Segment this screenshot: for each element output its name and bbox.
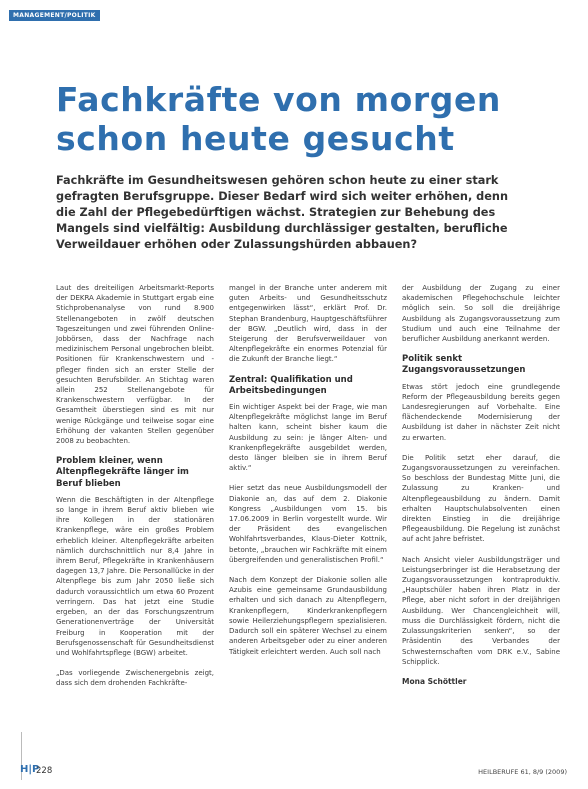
column-3	[402, 283, 560, 687]
paragraph: Laut des dreiteiligen Arbeitsmarkt-Reports der DEKRA Akademie in Stuttgart ergab eine Stichprobenanalyse von rund 8.900 Stellenangeboten in zwölf deutschen Tageszeitungen und zwei führenden Online-Jobbörsen, dass der Nachfrage nach medizinischem Personal ungebrochen bleibt. Positionen für Krankenschwestern und -pfleger finden sich an erster Stelle der gesuchten Berufsbilder. An Stichtag waren allein 252 Stellenangebote für Krankenschwestern verfügbar. In der Gesamtheit überstiegen sind es mit nur wenige Rückgänge und teilweise sogar eine Erhöhung der vakanten Stellen gegenüber 2008 zu beobachten.	[56, 284, 214, 446]
paragraph: Die Politik setzt eher darauf, die Zugangsvoraussetzungen zu vereinfachen. So beschloss der Bundestag Mitte Juni, die Zulassung zu Kranken- und Altenpflegeausbildung zu ändern. Damit erhalten Hauptschulabsolventen einen direkten Einstieg in die dreijährige Pflegeausbildung. Die Regelung ist zunächst auf acht Jahre befristet.	[402, 453, 560, 544]
author-name: Mona Schöttler	[402, 676, 467, 686]
section-rubric: MANAGEMENT/POLITIK	[9, 10, 100, 21]
paragraph: „Das vorliegende Zwischenergebnis zeigt, dass sich dem drohenden Fachkräfte-	[56, 669, 214, 688]
paragraph: mangel in der Branche unter anderem mit guten Arbeits- und Gesundheitsschutz entgegenwirken lässt“, erklärt Prof. Dr. Stephan Brandenburg, Hauptgeschäftsführer der BGW. „Deutlich wird, dass in der Steigerung der Berufsverweildauer von Altenpflegekräfte ein enormes Potenzial für die Zukunft der Branche liegt.“	[229, 284, 387, 364]
lead-line: Mangels sind vielfältig: Ausbildung durchlässiger gestalten, berufliche	[56, 222, 508, 235]
title-line: schon heute gesucht	[56, 119, 455, 158]
lead-line: die Zahl der Pflegebedürftigen wächst. Strategien zur Behebung des	[56, 206, 496, 219]
title-line: Fachkräfte von morgen	[56, 80, 502, 119]
paragraph: Ein wichtiger Aspekt bei der Frage, wie man Altenpflegekräfte möglichst lange im Beruf halten kann, scheint bisher kaum die Ausbildung zu sein: je länger Alten- und Krankenpflegekräfte ausgebildet werden, desto länger bleiben sie in ihrem Beruf aktiv.“	[229, 403, 387, 473]
journal-logo: H|P	[20, 764, 40, 775]
column-2	[229, 283, 387, 667]
lead-line: Verweildauer erhöhen oder Zulassungshürden abbauen?	[56, 238, 418, 251]
paragraph: Hier setzt das neue Ausbildungsmodell der Diakonie an, das auf dem 2. Diakonie Kongress „Ausbildungen vom 15. bis 17.06.2009 in Berlin vorgestellt wurde. Wir der Präsident des evangelischen Wohlfahrtsverbandes, Klaus-Dieter Kottnik, betonte, „brauchen wir Fachkräfte mit einem übergreifenden und generalistischen Profil.“	[229, 484, 387, 564]
column-1	[56, 283, 214, 699]
paragraph: Wenn die Beschäftigten in der Altenpflege so lange in ihrem Beruf aktiv blieben wie ihre Kollegen in der stationären Krankenpflege, wäre ein großes Problem erheblich kleiner. Altenpflegekräfte arbeiten nämlich durchschnittlich nur 8,4 Jahre in ihrem Beruf, Pflegekräfte in Krankenhäusern dagegen 13,7 Jahre. Die Personallücke in der Altenpflege bis zum Jahr 2050 ließe sich dadurch voraussichtlich um etwa 60 Prozent verringern. Das hat jetzt eine Studie ergeben, an der das Forschungszentrum Generationenverträge der Universität Freiburg in Kooperation mit der Berufsgenossenschaft für Gesundheitsdienst und Wohlfahrtspflege (BGW) arbeitet.	[56, 495, 214, 657]
subheading: Zentral: Qualifikation und Arbeitsbedingungen	[229, 374, 353, 396]
lead-line: Fachkräfte im Gesundheitswesen gehören schon heute zu einer stark	[56, 174, 499, 187]
article-title	[56, 80, 576, 158]
journal-citation: HEILBERUFE 61, 8/9 (2009)	[478, 768, 567, 776]
subheading: Politik senkt Zugangsvoraussetzungen	[402, 354, 526, 376]
paragraph: Nach dem Konzept der Diakonie sollen alle Azubis eine gemeinsame Grundausbildung erhalten und sich danach zu Altenpflegern, Krankenpflegern, Kinderkrankenpflegern sowie Heilerziehungspflegern spezialisieren. Dadurch soll ein späterer Wechsel zu einem anderen Arbeitsgeber oder zu einer anderen Tätigkeit erleichtert werden. Auch soll nach	[229, 576, 387, 656]
paragraph: Etwas stört jedoch eine grundlegende Reform der Pflegeausbildung bereits gegen Landesregierungen auf Vorbehalte. Eine flächendeckende Modernisierung der Ausbildung ist daher in nächster Zeit nicht zu erwarten.	[402, 382, 560, 442]
article-lead	[56, 173, 556, 253]
page-number: 228	[36, 766, 53, 776]
lead-line: gefragten Berufsgruppe. Dieser Bedarf wird sich weiter erhöhen, denn	[56, 190, 509, 203]
paragraph: Nach Ansicht vieler Ausbildungsträger und Leistungserbringer ist die Herabsetzung der Zugangsvoraussetzungen kontraproduktiv. „Hauptschüler haben ihren Platz in der Pflege, aber nicht sofort in der dreijährigen Ausbildung. Wer Chancengleichheit will, muss die Durchlässigkeit fördern, nicht die Zulassungskriterien senken“, so der Präsidentin des Verbandes der Schwesternschaften vom DRK e.V., Sabine Schipplick.	[402, 555, 560, 666]
subheading: Problem kleiner, wenn Altenpflegekräfte länger im Beruf blieben	[56, 456, 189, 489]
paragraph: der Ausbildung der Zugang zu einer akademischen Pflegehochschule leichter möglich sein. So soll die dreijährige Ausbildung als Zugangsvoraussetzung zum Studium und auch eine Teilnahme der beruflicher Ausbildung anerkannt werden.	[402, 284, 560, 344]
